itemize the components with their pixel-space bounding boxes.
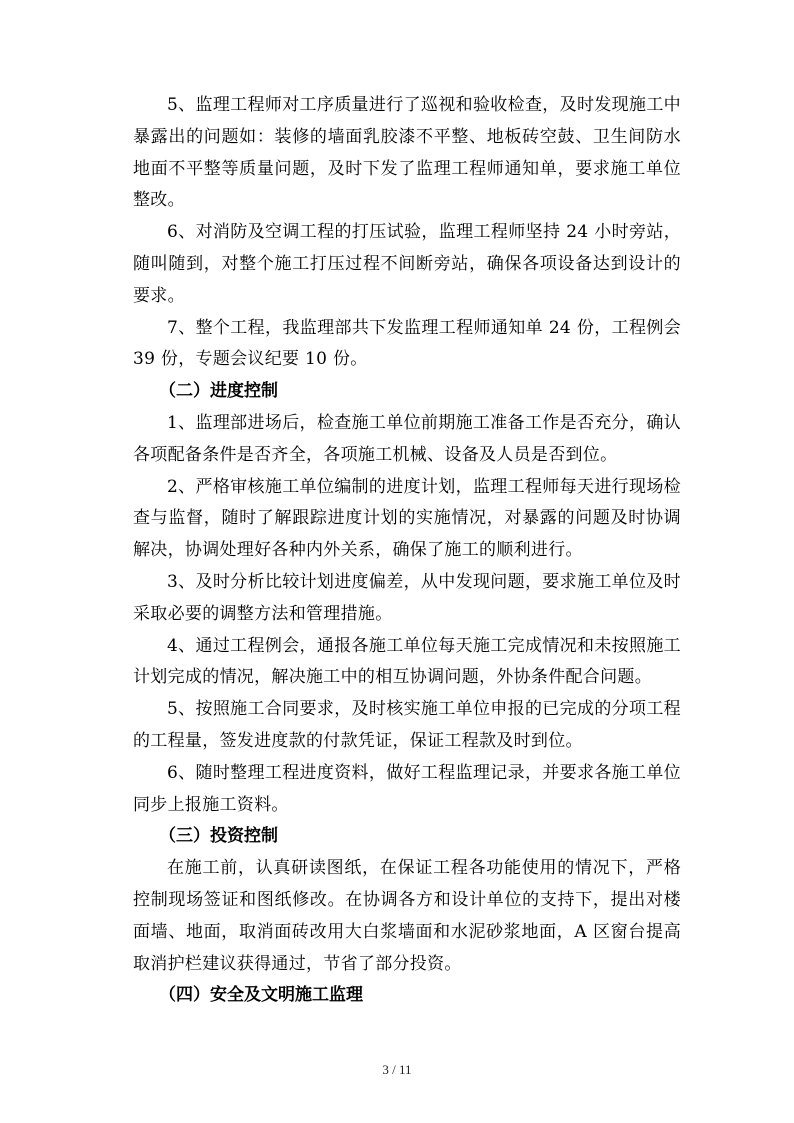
paragraph-schedule-1: 1、监理部进场后，检查施工单位前期施工准备工作是否充分，确认各项配备条件是否齐全，各项施工机械、设备及人员是否到位。 — [133, 412, 681, 465]
section-heading-investment-control: （三）投资控制 — [159, 826, 278, 847]
paragraph-investment: 在施工前，认真研读图纸，在保证工程各功能使用的情况下，严格控制现场签证和图纸修改。在协调各方和设计单位的支持下，提出对楼面墙、地面，取消面砖改用大白浆墙面和水泥砂浆地面，A 区窗台提高取消护栏建议获得通过，节省了部分投资。 — [133, 858, 681, 974]
section-heading-safety-supervision: （四）安全及文明施工监理 — [159, 985, 363, 1006]
paragraph-schedule-5: 5、按照施工合同要求，及时核实施工单位申报的已完成的分项工程的工程量，签发进度款的付款凭证，保证工程款及时到位。 — [133, 699, 681, 751]
section-heading-schedule-control: （二）进度控制 — [159, 381, 278, 402]
paragraph-schedule-4: 4、通过工程例会，通报各施工单位每天施工完成情况和未按照施工计划完成的情况，解决施工中的相互协调问题，外协条件配合问题。 — [133, 635, 681, 688]
document-body — [133, 90, 681, 1012]
paragraph-schedule-3: 3、及时分析比较计划进度偏差，从中发现问题，要求施工单位及时采取必要的调整方法和管理措施。 — [133, 571, 681, 624]
paragraph-schedule-6: 6、随时整理工程进度资料，做好工程监理记录，并要求各施工单位同步上报施工资料。 — [133, 762, 681, 815]
page-number: 3 / 11 — [382, 1062, 412, 1077]
paragraph-quality-6: 6、对消防及空调工程的打压试验，监理工程师坚持 24 小时旁站，随叫随到，对整个施工打压过程不间断旁站，确保各项设备达到设计的要求。 — [133, 222, 681, 306]
paragraph-schedule-2: 2、严格审核施工单位编制的进度计划，监理工程师每天进行现场检查与监督，随时了解跟踪进度计划的实施情况，对暴露的问题及时协调解决，协调处理好各种内外关系，确保了施工的顺利进行。 — [133, 476, 681, 561]
paragraph-quality-7: 7、整个工程，我监理部共下发监理工程师通知单 24 份，工程例会 39 份，专题会议纪要 10 份。 — [133, 317, 681, 370]
paragraph-quality-5: 5、监理工程师对工序质量进行了巡视和验收检查，及时发现施工中暴露出的问题如：装修的墙面乳胶漆不平整、地板砖空鼓、卫生间防水地面不平整等质量问题，及时下发了监理工程师通知单，要求施工单位整改。 — [133, 95, 681, 211]
